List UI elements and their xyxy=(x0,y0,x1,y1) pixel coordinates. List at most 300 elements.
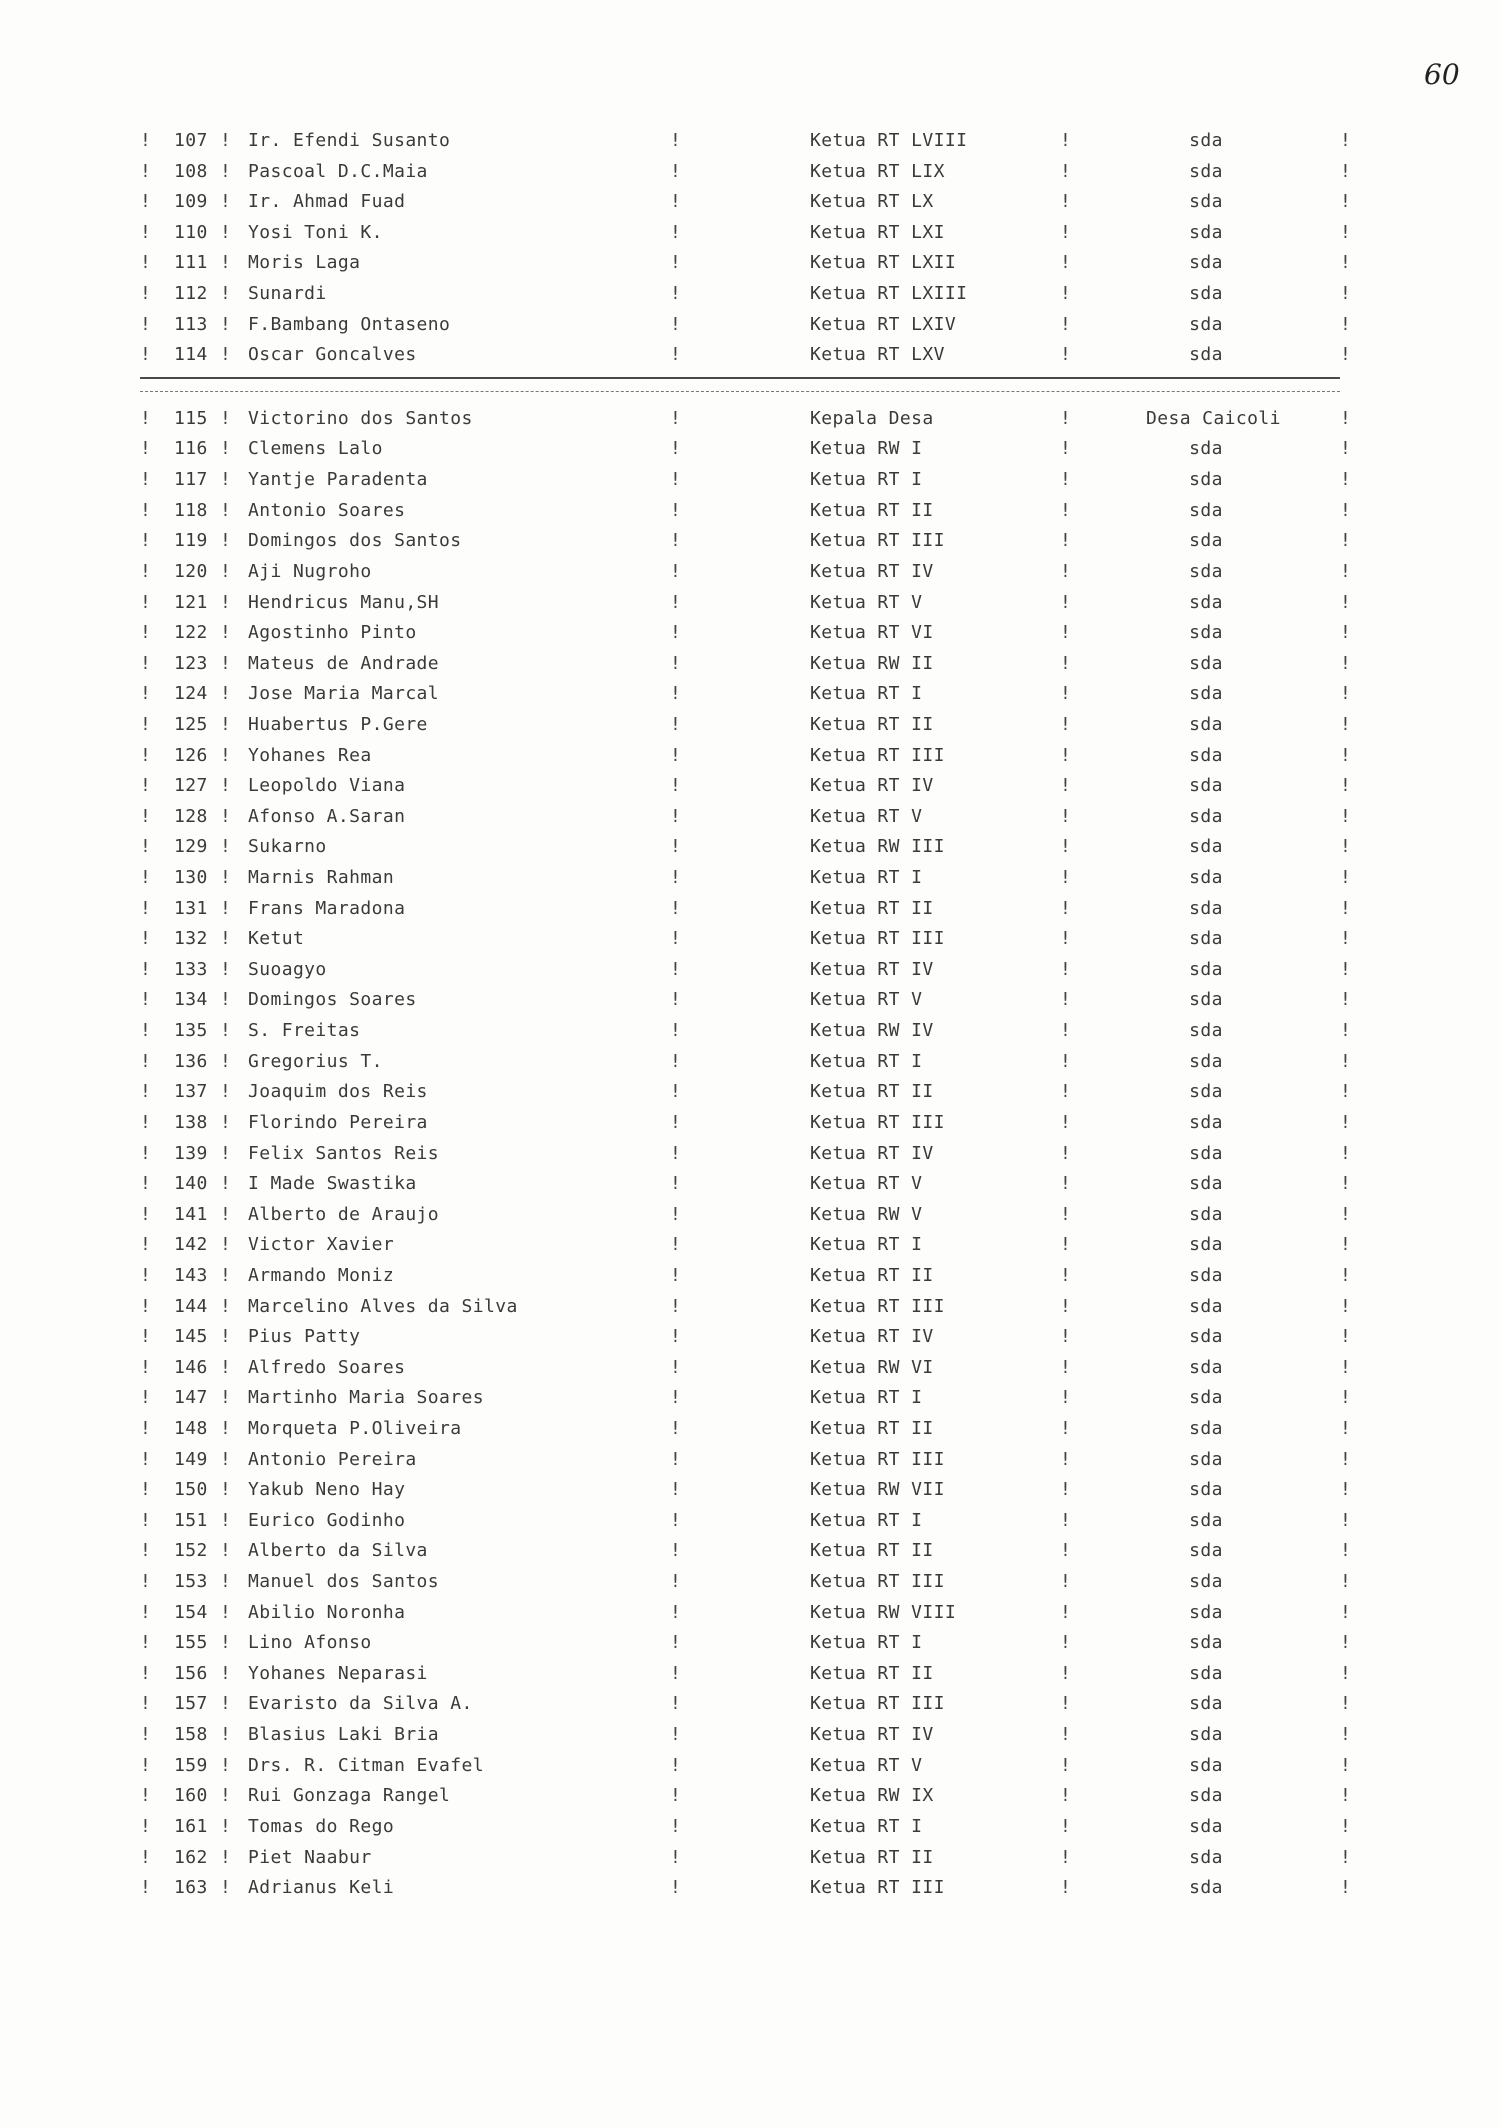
desa-value: sda xyxy=(1189,1448,1223,1470)
column-divider: ! xyxy=(1060,867,1072,889)
position-title: Ketua RT I xyxy=(810,469,923,491)
column-divider: ! xyxy=(670,744,682,766)
row-number: 132 xyxy=(174,928,208,950)
position-title: Ketua RT IV xyxy=(810,775,934,797)
column-divider: ! xyxy=(220,989,232,1011)
official-name: I Made Swastika xyxy=(248,1173,417,1195)
column-divider: ! xyxy=(1060,897,1072,919)
desa-value: sda xyxy=(1189,1356,1223,1378)
column-divider: ! xyxy=(1060,1601,1072,1623)
table-row xyxy=(140,434,1352,465)
column-divider: ! xyxy=(1060,1264,1072,1286)
column-divider: ! xyxy=(1340,1540,1352,1562)
row-number: 108 xyxy=(174,160,208,182)
column-divider: ! xyxy=(1060,499,1072,521)
position-title: Ketua RT IV xyxy=(810,958,934,980)
desa-value: sda xyxy=(1189,1264,1223,1286)
column-divider: ! xyxy=(670,1417,682,1439)
column-divider: ! xyxy=(1060,1754,1072,1776)
column-divider: ! xyxy=(140,160,152,182)
column-divider: ! xyxy=(670,1142,682,1164)
official-name: Gregorius T. xyxy=(248,1050,383,1072)
column-divider: ! xyxy=(220,591,232,613)
column-divider: ! xyxy=(1060,1662,1072,1684)
column-divider: ! xyxy=(670,1877,682,1899)
row-number: 153 xyxy=(174,1571,208,1593)
table-row xyxy=(140,710,1352,741)
column-divider: ! xyxy=(140,1081,152,1103)
column-divider: ! xyxy=(1060,958,1072,980)
column-divider: ! xyxy=(1340,1173,1352,1195)
position-title: Ketua RT V xyxy=(810,1754,923,1776)
table-row xyxy=(140,1353,1352,1384)
column-divider: ! xyxy=(1060,1877,1072,1899)
column-divider: ! xyxy=(220,1173,232,1195)
position-title: Ketua RT II xyxy=(810,1662,934,1684)
position-title: Ketua RT I xyxy=(810,867,923,889)
row-number: 131 xyxy=(174,897,208,919)
position-title: Ketua RW VIII xyxy=(810,1601,957,1623)
column-divider: ! xyxy=(1340,1785,1352,1807)
column-divider: ! xyxy=(140,1173,152,1195)
column-divider: ! xyxy=(140,499,152,521)
table-row xyxy=(140,557,1352,588)
column-divider: ! xyxy=(1060,1417,1072,1439)
position-title: Ketua RT III xyxy=(810,1111,945,1133)
column-divider: ! xyxy=(220,1142,232,1164)
desa-value: sda xyxy=(1189,1846,1223,1868)
official-name: Yohanes Rea xyxy=(248,744,372,766)
official-name: Pascoal D.C.Maia xyxy=(248,160,428,182)
column-divider: ! xyxy=(670,1264,682,1286)
row-number: 113 xyxy=(174,313,208,335)
column-divider: ! xyxy=(1340,928,1352,950)
official-name: Blasius Laki Bria xyxy=(248,1724,440,1746)
column-divider: ! xyxy=(670,989,682,1011)
column-divider: ! xyxy=(670,160,682,182)
officials-table xyxy=(140,126,1352,1904)
desa-value: sda xyxy=(1189,1877,1223,1899)
column-divider: ! xyxy=(140,1540,152,1562)
column-divider: ! xyxy=(1340,1754,1352,1776)
row-number: 154 xyxy=(174,1601,208,1623)
table-row xyxy=(140,802,1352,833)
column-divider: ! xyxy=(1060,1571,1072,1593)
desa-value: sda xyxy=(1189,652,1223,674)
column-divider: ! xyxy=(1340,1601,1352,1623)
position-title: Ketua RT IV xyxy=(810,1326,934,1348)
table-row xyxy=(140,310,1352,341)
column-divider: ! xyxy=(670,283,682,305)
column-divider: ! xyxy=(140,1356,152,1378)
table-row xyxy=(140,1781,1352,1812)
desa-value: sda xyxy=(1189,591,1223,613)
column-divider: ! xyxy=(1340,191,1352,213)
official-name: Drs. R. Citman Evafel xyxy=(248,1754,484,1776)
column-divider: ! xyxy=(1340,313,1352,335)
table-row xyxy=(140,741,1352,772)
official-name: Evaristo da Silva A. xyxy=(248,1693,473,1715)
official-name: Martinho Maria Soares xyxy=(248,1387,484,1409)
column-divider: ! xyxy=(140,958,152,980)
column-divider: ! xyxy=(140,1050,152,1072)
column-divider: ! xyxy=(220,1203,232,1225)
column-divider: ! xyxy=(670,1601,682,1623)
position-title: Ketua RT V xyxy=(810,989,923,1011)
column-divider: ! xyxy=(670,775,682,797)
column-divider: ! xyxy=(670,1020,682,1042)
column-divider: ! xyxy=(140,469,152,491)
desa-value: sda xyxy=(1189,958,1223,980)
column-divider: ! xyxy=(220,344,232,366)
column-divider: ! xyxy=(140,1111,152,1133)
official-name: Felix Santos Reis xyxy=(248,1142,440,1164)
column-divider: ! xyxy=(1060,407,1072,429)
table-row xyxy=(140,924,1352,955)
desa-value: sda xyxy=(1189,252,1223,274)
column-divider: ! xyxy=(1060,313,1072,335)
table-row xyxy=(140,340,1352,371)
column-divider: ! xyxy=(670,1295,682,1317)
table-row xyxy=(140,649,1352,680)
column-divider: ! xyxy=(140,1693,152,1715)
column-divider: ! xyxy=(670,1509,682,1531)
desa-value: sda xyxy=(1189,1632,1223,1654)
position-title: Ketua RT III xyxy=(810,1877,945,1899)
column-divider: ! xyxy=(1060,1081,1072,1103)
row-number: 130 xyxy=(174,867,208,889)
column-divider: ! xyxy=(220,1264,232,1286)
column-divider: ! xyxy=(670,1815,682,1837)
column-divider: ! xyxy=(1060,191,1072,213)
column-divider: ! xyxy=(1060,1387,1072,1409)
official-name: Marcelino Alves da Silva xyxy=(248,1295,518,1317)
desa-value: sda xyxy=(1189,1693,1223,1715)
row-number: 162 xyxy=(174,1846,208,1868)
position-title: Ketua RT III xyxy=(810,530,945,552)
table-row xyxy=(140,496,1352,527)
column-divider: ! xyxy=(140,713,152,735)
row-number: 134 xyxy=(174,989,208,1011)
column-divider: ! xyxy=(1060,652,1072,674)
column-divider: ! xyxy=(1340,252,1352,274)
position-title: Ketua RW VII xyxy=(810,1479,945,1501)
column-divider: ! xyxy=(140,1662,152,1684)
column-divider: ! xyxy=(220,1111,232,1133)
column-divider: ! xyxy=(670,313,682,335)
column-divider: ! xyxy=(220,407,232,429)
row-number: 144 xyxy=(174,1295,208,1317)
row-number: 123 xyxy=(174,652,208,674)
column-divider: ! xyxy=(670,1326,682,1348)
row-number: 120 xyxy=(174,560,208,582)
row-number: 119 xyxy=(174,530,208,552)
row-number: 118 xyxy=(174,499,208,521)
position-title: Ketua RT III xyxy=(810,1448,945,1470)
column-divider: ! xyxy=(1340,1417,1352,1439)
desa-value: sda xyxy=(1189,1815,1223,1837)
position-title: Ketua RT III xyxy=(810,744,945,766)
column-divider: ! xyxy=(220,438,232,460)
official-name: Domingos Soares xyxy=(248,989,417,1011)
column-divider: ! xyxy=(140,805,152,827)
table-row xyxy=(140,248,1352,279)
column-divider: ! xyxy=(140,130,152,151)
column-divider: ! xyxy=(220,1571,232,1593)
table-row xyxy=(140,1414,1352,1445)
column-divider: ! xyxy=(670,1479,682,1501)
desa-value: sda xyxy=(1189,221,1223,243)
column-divider: ! xyxy=(1060,591,1072,613)
column-divider: ! xyxy=(1340,1356,1352,1378)
desa-value: sda xyxy=(1189,1387,1223,1409)
row-number: 140 xyxy=(174,1173,208,1195)
official-name: Victor Xavier xyxy=(248,1234,395,1256)
column-divider: ! xyxy=(220,1509,232,1531)
official-name: Mateus de Andrade xyxy=(248,652,440,674)
column-divider: ! xyxy=(1340,683,1352,705)
row-number: 136 xyxy=(174,1050,208,1072)
column-divider: ! xyxy=(1060,560,1072,582)
official-name: Tomas do Rego xyxy=(248,1815,395,1837)
position-title: Ketua RT VI xyxy=(810,622,934,644)
table-row xyxy=(140,985,1352,1016)
column-divider: ! xyxy=(220,160,232,182)
desa-value: sda xyxy=(1189,1234,1223,1256)
row-number: 155 xyxy=(174,1632,208,1654)
table-row xyxy=(140,157,1352,188)
column-divider: ! xyxy=(220,1754,232,1776)
column-divider: ! xyxy=(140,313,152,335)
column-divider: ! xyxy=(1340,1264,1352,1286)
official-name: F.Bambang Ontaseno xyxy=(248,313,451,335)
official-name: Morqueta P.Oliveira xyxy=(248,1417,462,1439)
column-divider: ! xyxy=(670,1662,682,1684)
table-row xyxy=(140,1659,1352,1690)
column-divider: ! xyxy=(1340,958,1352,980)
table-row xyxy=(140,1230,1352,1261)
desa-value: sda xyxy=(1189,836,1223,858)
table-row xyxy=(140,404,1352,435)
column-divider: ! xyxy=(1340,1142,1352,1164)
row-number: 149 xyxy=(174,1448,208,1470)
column-divider: ! xyxy=(1060,252,1072,274)
column-divider: ! xyxy=(1340,897,1352,919)
column-divider: ! xyxy=(1060,1173,1072,1195)
official-name: Hendricus Manu,SH xyxy=(248,591,440,613)
column-divider: ! xyxy=(220,1295,232,1317)
row-number: 111 xyxy=(174,252,208,274)
desa-value: sda xyxy=(1189,438,1223,460)
column-divider: ! xyxy=(670,652,682,674)
column-divider: ! xyxy=(670,1173,682,1195)
desa-value: sda xyxy=(1189,560,1223,582)
column-divider: ! xyxy=(1340,407,1352,429)
table-row xyxy=(140,771,1352,802)
column-divider: ! xyxy=(220,560,232,582)
column-divider: ! xyxy=(1340,1234,1352,1256)
desa-value: sda xyxy=(1189,1662,1223,1684)
column-divider: ! xyxy=(1340,1571,1352,1593)
position-title: Ketua RT IV xyxy=(810,1724,934,1746)
desa-value: sda xyxy=(1189,775,1223,797)
column-divider: ! xyxy=(220,683,232,705)
position-title: Ketua RT I xyxy=(810,1234,923,1256)
row-number: 138 xyxy=(174,1111,208,1133)
table-row xyxy=(140,1200,1352,1231)
column-divider: ! xyxy=(220,713,232,735)
position-title: Ketua RT II xyxy=(810,1846,934,1868)
row-number: 121 xyxy=(174,591,208,613)
official-name: Ir. Efendi Susanto xyxy=(248,130,451,151)
column-divider: ! xyxy=(1060,1142,1072,1164)
column-divider: ! xyxy=(1340,1724,1352,1746)
official-name: Alfredo Soares xyxy=(248,1356,406,1378)
column-divider: ! xyxy=(1060,530,1072,552)
desa-value: sda xyxy=(1189,1540,1223,1562)
column-divider: ! xyxy=(670,1203,682,1225)
column-divider: ! xyxy=(670,1785,682,1807)
column-divider: ! xyxy=(140,1264,152,1286)
column-divider: ! xyxy=(140,252,152,274)
column-divider: ! xyxy=(220,1326,232,1348)
table-row xyxy=(140,894,1352,925)
column-divider: ! xyxy=(1340,652,1352,674)
column-divider: ! xyxy=(1060,989,1072,1011)
official-name: Rui Gonzaga Rangel xyxy=(248,1785,451,1807)
official-name: Alberto de Araujo xyxy=(248,1203,440,1225)
column-divider: ! xyxy=(670,1081,682,1103)
official-name: Pius Patty xyxy=(248,1326,361,1348)
column-divider: ! xyxy=(670,438,682,460)
column-divider: ! xyxy=(220,1081,232,1103)
column-divider: ! xyxy=(220,622,232,644)
column-divider: ! xyxy=(1060,1326,1072,1348)
column-divider: ! xyxy=(1060,283,1072,305)
column-divider: ! xyxy=(140,344,152,366)
column-divider: ! xyxy=(220,130,232,151)
position-title: Ketua RT I xyxy=(810,1815,923,1837)
column-divider: ! xyxy=(220,499,232,521)
column-divider: ! xyxy=(140,1295,152,1317)
position-title: Ketua RT IV xyxy=(810,560,934,582)
column-divider: ! xyxy=(220,1601,232,1623)
position-title: Ketua RT LX xyxy=(810,191,934,213)
column-divider: ! xyxy=(670,836,682,858)
column-divider: ! xyxy=(670,867,682,889)
column-divider: ! xyxy=(220,1785,232,1807)
column-divider: ! xyxy=(140,897,152,919)
desa-value: sda xyxy=(1189,1479,1223,1501)
desa-value: Desa Caicoli xyxy=(1146,407,1281,429)
official-name: Moris Laga xyxy=(248,252,361,274)
official-name: Manuel dos Santos xyxy=(248,1571,440,1593)
column-divider: ! xyxy=(1340,775,1352,797)
position-title: Ketua RW IV xyxy=(810,1020,934,1042)
column-divider: ! xyxy=(220,530,232,552)
column-divider: ! xyxy=(1060,438,1072,460)
column-divider: ! xyxy=(220,221,232,243)
row-number: 110 xyxy=(174,221,208,243)
table-row xyxy=(140,526,1352,557)
position-title: Ketua RT II xyxy=(810,897,934,919)
table-row xyxy=(140,1843,1352,1874)
column-divider: ! xyxy=(670,130,682,151)
table-row xyxy=(140,955,1352,986)
table-row xyxy=(140,465,1352,496)
column-divider: ! xyxy=(1340,867,1352,889)
column-divider: ! xyxy=(140,683,152,705)
table-row xyxy=(140,1536,1352,1567)
column-divider: ! xyxy=(1060,130,1072,151)
desa-value: sda xyxy=(1189,683,1223,705)
desa-value: sda xyxy=(1189,1785,1223,1807)
column-divider: ! xyxy=(670,560,682,582)
column-divider: ! xyxy=(140,1448,152,1470)
column-divider: ! xyxy=(670,622,682,644)
column-divider: ! xyxy=(1340,805,1352,827)
column-divider: ! xyxy=(220,1020,232,1042)
column-divider: ! xyxy=(220,1417,232,1439)
row-number: 114 xyxy=(174,344,208,366)
desa-value: sda xyxy=(1189,1081,1223,1103)
desa-value: sda xyxy=(1189,1754,1223,1776)
column-divider: ! xyxy=(140,1142,152,1164)
position-title: Ketua RT V xyxy=(810,805,923,827)
column-divider: ! xyxy=(670,1693,682,1715)
table-row xyxy=(140,1598,1352,1629)
column-divider: ! xyxy=(670,530,682,552)
row-number: 116 xyxy=(174,438,208,460)
column-divider: ! xyxy=(1340,438,1352,460)
desa-value: sda xyxy=(1189,191,1223,213)
column-divider: ! xyxy=(220,1387,232,1409)
desa-value: sda xyxy=(1189,1020,1223,1042)
column-divider: ! xyxy=(220,252,232,274)
column-divider: ! xyxy=(1060,1295,1072,1317)
column-divider: ! xyxy=(1340,622,1352,644)
official-name: Joaquim dos Reis xyxy=(248,1081,428,1103)
desa-value: sda xyxy=(1189,867,1223,889)
position-title: Ketua RT II xyxy=(810,1540,934,1562)
column-divider: ! xyxy=(1060,1846,1072,1868)
official-name: Suoagyo xyxy=(248,958,327,980)
row-number: 133 xyxy=(174,958,208,980)
column-divider: ! xyxy=(220,283,232,305)
column-divider: ! xyxy=(220,805,232,827)
table-row xyxy=(140,1628,1352,1659)
official-name: Abilio Noronha xyxy=(248,1601,406,1623)
column-divider: ! xyxy=(1060,344,1072,366)
desa-value: sda xyxy=(1189,1142,1223,1164)
row-number: 141 xyxy=(174,1203,208,1225)
column-divider: ! xyxy=(220,1662,232,1684)
column-divider: ! xyxy=(670,1050,682,1072)
position-title: Ketua RW III xyxy=(810,836,945,858)
official-name: Ir. Ahmad Fuad xyxy=(248,191,406,213)
column-divider: ! xyxy=(1060,1632,1072,1654)
official-name: S. Freitas xyxy=(248,1020,361,1042)
column-divider: ! xyxy=(1340,1479,1352,1501)
row-number: 125 xyxy=(174,713,208,735)
row-number: 151 xyxy=(174,1509,208,1531)
column-divider: ! xyxy=(140,1754,152,1776)
row-number: 126 xyxy=(174,744,208,766)
position-title: Ketua RW II xyxy=(810,652,934,674)
row-number: 148 xyxy=(174,1417,208,1439)
desa-value: sda xyxy=(1189,1295,1223,1317)
column-divider: ! xyxy=(220,958,232,980)
